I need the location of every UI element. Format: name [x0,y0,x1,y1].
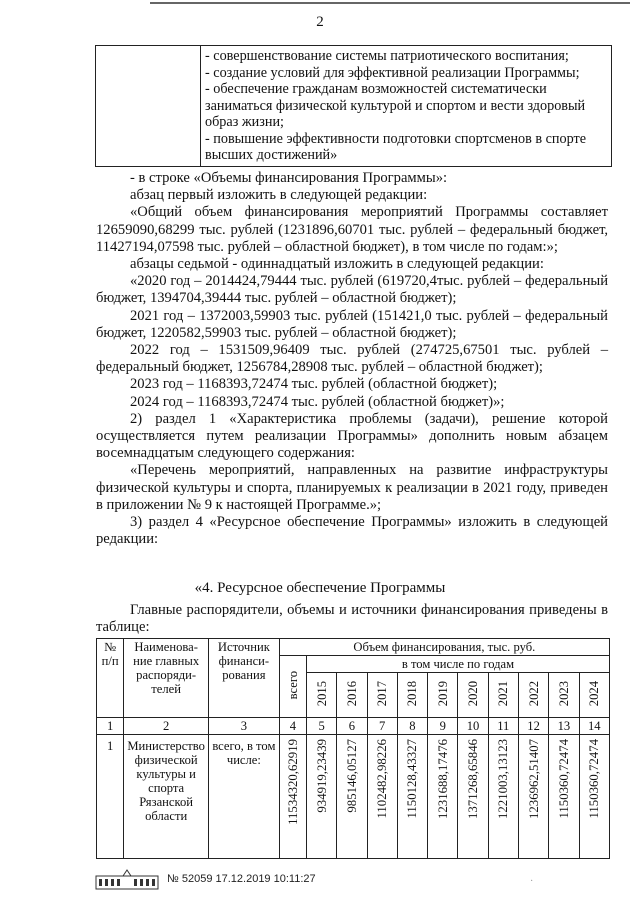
paragraph: 2) раздел 1 «Характеристика проблемы (задачи), решение которой осуществляется путем реализации Программы» дополнить новым абзацем восемнадцатым следующего содержания: [96,410,608,462]
year-value-cell [306,735,336,859]
registration-stamp: № 52059 17.12.2019 10:11:27 [167,873,316,885]
footer [95,868,316,890]
year-value-cell [488,735,518,859]
year-header: 2019 [435,680,450,707]
year-header: 2022 [526,680,541,707]
paragraph: 2021 год – 1372003,59903 тыс. рублей (151421,0 тыс. рублей – федеральный бюджет, 1220582,59903 тыс. рублей – областной бюджет); [96,307,608,341]
column-number: 6 [337,718,367,735]
header-source: Источник финанси- рования [209,639,280,718]
goals-cell [201,46,612,167]
column-number: 2 [124,718,209,735]
row-total: 11534320,62919 [285,739,300,825]
year-value-cell [337,735,367,859]
year-header: 2023 [556,680,571,707]
year-header-cell [549,673,579,718]
paragraph: «2020 год – 2014424,79444 тыс. рублей (619720,4тыс. рублей – федеральный бюджет, 1394704,39444 тыс. рублей – областной бюджет); [96,273,608,307]
top-scan-line [150,2,630,4]
goals-table-empty-cell [96,46,201,167]
column-number: 7 [367,718,397,735]
year-value: 985146,05127 [344,739,359,813]
paragraph: 2022 год – 1531509,96409 тыс. рублей (274725,67501 тыс. рублей – федеральный бюджет, 1256784,28908 тыс. рублей – областной бюджет); [96,342,608,376]
year-header: 2021 [496,680,511,707]
column-number-row [97,718,610,735]
year-value-cell [579,735,610,859]
row-name: Министерство физической культуры и спорта Рязанской области [124,735,209,859]
year-header: 2016 [344,680,359,707]
year-header-cell [397,673,427,718]
paragraph: «Перечень мероприятий, направленных на развитие инфраструктуры физической культуры и спорта, планируемых к реализации в 2021 году, приведен в приложении № 9 к настоящей Программе.»; [96,462,608,513]
year-header: 2020 [466,680,481,707]
table-row [97,735,610,859]
year-value-cell [518,735,548,859]
header-num: № п/п [97,639,124,718]
year-header: 2024 [587,680,602,707]
scan-artifact: · [530,876,534,887]
year-header-cell [488,673,518,718]
column-number: 10 [458,718,488,735]
column-number: 11 [488,718,518,735]
column-number: 13 [549,718,579,735]
paragraph: 2024 год – 1168393,72474 тыс. рублей (областной бюджет)»; [130,393,505,410]
goal-item: - создание условий для эффективной реализации Программы; [205,64,580,81]
year-header-cell [306,673,336,718]
year-value-cell [549,735,579,859]
year-value: 1150360,72474 [587,739,602,819]
header-total: всего [285,670,300,700]
header-by-year: в том числе по годам [306,656,609,673]
year-value: 1371268,65846 [466,739,481,819]
column-number: 14 [579,718,610,735]
paragraph: - в строке «Объемы финансирования Программы»: [130,170,448,186]
paragraph: 2023 год – 1168393,72474 тыс. рублей (областной бюджет); [130,376,498,393]
goal-item: - повышение эффективности подготовки спортсменов в спорте высших достижений» [205,130,587,163]
year-value: 1150128,43327 [405,739,420,819]
document-body [96,170,608,548]
year-header: 2018 [405,680,420,707]
paragraph: абзацы седьмой - одиннадцатый изложить в следующей редакции: [130,256,544,273]
goal-item: - совершенствование системы патриотического воспитания; [205,48,569,64]
goal-item: - обеспечение гражданам возможностей систематически заниматься физической культурой и спортом и вести здоровый образ жизни; [205,81,586,130]
paragraph: абзац первый изложить в следующей редакции: [130,187,428,204]
year-value-cell [458,735,488,859]
row-num: 1 [97,735,124,859]
year-header: 2015 [314,680,329,707]
year-value: 934919,23439 [314,739,329,813]
paragraph: «Общий объем финансирования мероприятий Программы составляет 12659090,68299 тыс. рублей (1231896,60701 тыс. рублей – федеральный бюджет, 11427194,07598 тыс. рублей – областной бюджет), в том числе по годам:»; [96,204,608,255]
year-value-cell [397,735,427,859]
year-value-cell [428,735,458,859]
table-intro [96,602,608,636]
header-total-cell [279,656,306,718]
row-total-cell [279,735,306,859]
intro-paragraph: Главные распорядители, объемы и источники финансирования приведены в таблице: [96,602,608,636]
column-number: 8 [397,718,427,735]
header-name: Наименова- ние главных распоряди- телей [124,639,209,718]
header-volume: Объем финансирования, тыс. руб. [279,639,609,656]
paragraph: 3) раздел 4 «Ресурсное обеспечение Программы» изложить в следующей редакции: [96,514,608,548]
year-value-cell [367,735,397,859]
year-header-cell [518,673,548,718]
year-header-cell [458,673,488,718]
column-number: 4 [279,718,306,735]
year-value: 1150360,72474 [556,739,571,819]
year-value: 1236962,51407 [526,739,541,819]
registry-logo-icon [95,868,159,890]
year-header: 2017 [375,680,390,707]
row-source: всего, в том числе: [209,735,280,859]
column-number: 3 [209,718,280,735]
year-value: 1221003,13123 [496,739,511,819]
year-header-cell [428,673,458,718]
year-header-cell [367,673,397,718]
year-header-cell [579,673,610,718]
column-number: 9 [428,718,458,735]
goals-table [95,45,612,167]
year-value: 1102482,98226 [375,739,390,819]
year-header-cell [337,673,367,718]
column-number: 5 [306,718,336,735]
column-number: 1 [97,718,124,735]
section-title: «4. Ресурсное обеспечение Программы [194,580,446,596]
page-number: 2 [316,14,324,30]
year-value: 1231688,17476 [435,739,450,819]
column-number: 12 [518,718,548,735]
financing-table [96,638,610,859]
